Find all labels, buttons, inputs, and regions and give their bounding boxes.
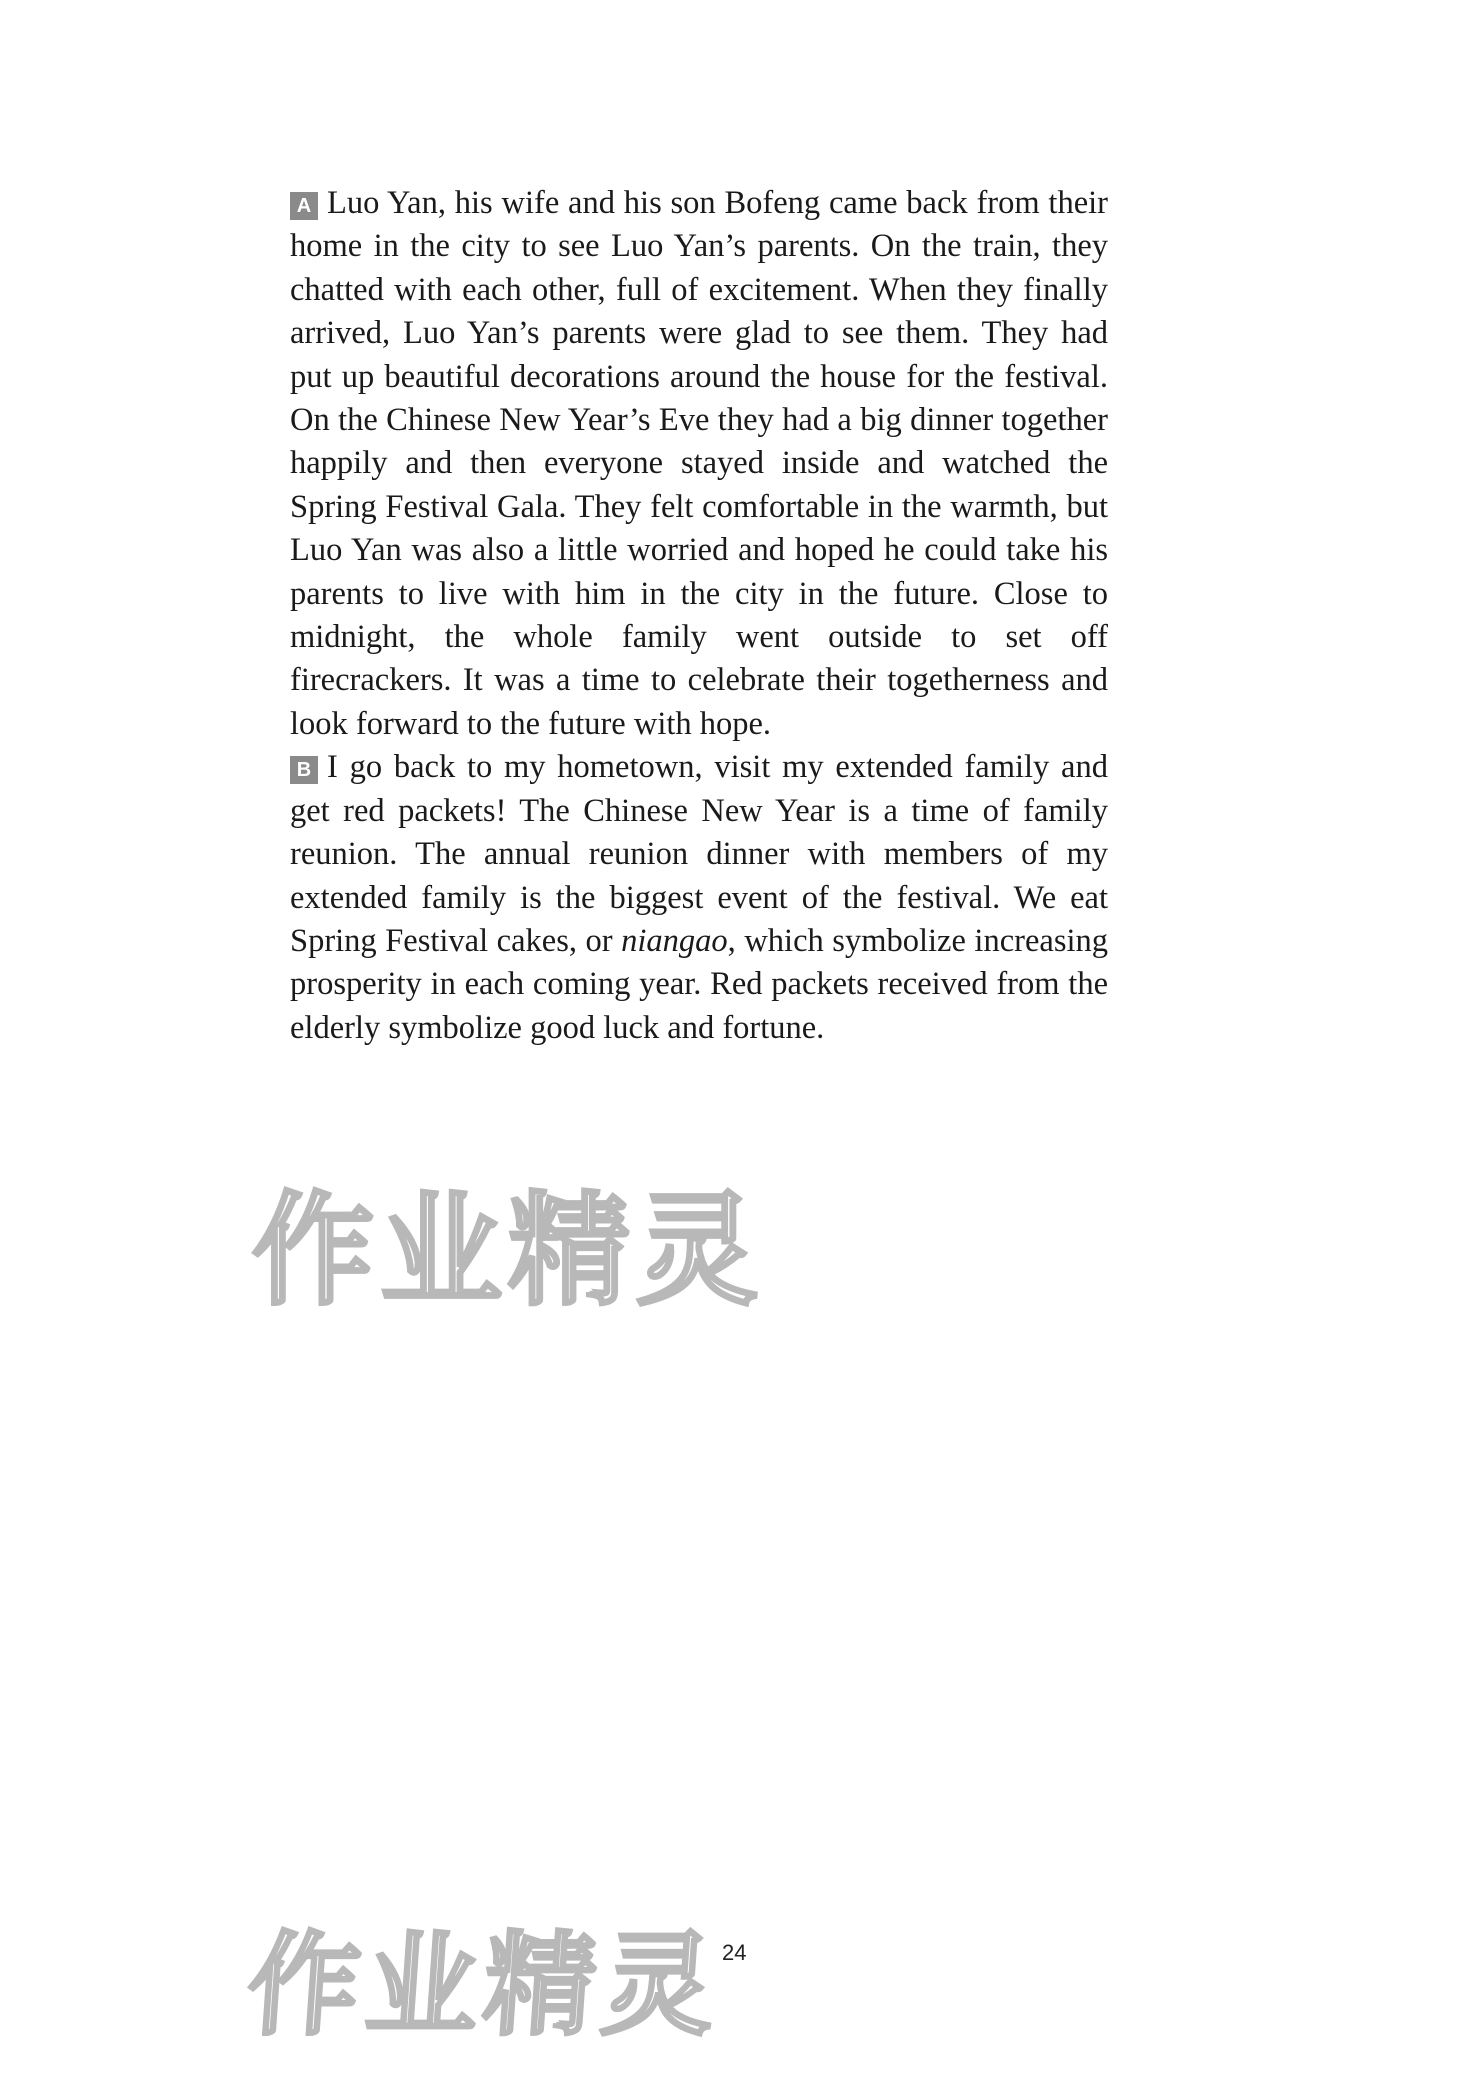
passage-a-text: Luo Yan, his wife and his son Bofeng came back from their home in the city to see Luo Yan’s parents. On the train, they chatted with each other, full of excitement. When they finally arrived, Luo Yan’s parents were glad to see them. They had put up beautiful decorations around the house for the festival. On the Chinese New Year’s Eve they had a big dinner together happily and then everyone stayed inside and watched the Spring Festival Gala. They felt comfortable in the warmth, but Luo Yan was also a little worried and hoped he could take his parents to live with him in the city in the future. Close to midnight, the whole family went outside to set off firecrackers. It was a time to celebrate their togetherness and look forward to the future with hope.: [290, 185, 1108, 742]
passage-b: [290, 746, 1108, 1050]
passage-b-italic-term: niangao: [621, 922, 728, 959]
page-number: 24: [722, 1940, 747, 1965]
passage-a: [290, 182, 1108, 746]
passage-marker-a: A: [290, 192, 318, 220]
reading-passages: [290, 182, 1108, 1050]
watermark-bottom: 作业精灵: [243, 1921, 725, 2051]
passage-b-text-before: I go back to my hometown, visit my extended family and get red packets! The Chinese New Year is a time of family reunion. The annual reunion dinner with members of my extended family is the biggest event of the festival. We eat Spring Festival cakes, or: [290, 749, 1108, 959]
passage-marker-b: B: [290, 756, 318, 784]
passage-b-text-after: , which symbolize increasing prosperity in each coming year. Red packets received from the elderly symbolize good luck and fortune.: [290, 922, 1108, 1046]
watermark: 作业精灵: [252, 1180, 764, 1322]
